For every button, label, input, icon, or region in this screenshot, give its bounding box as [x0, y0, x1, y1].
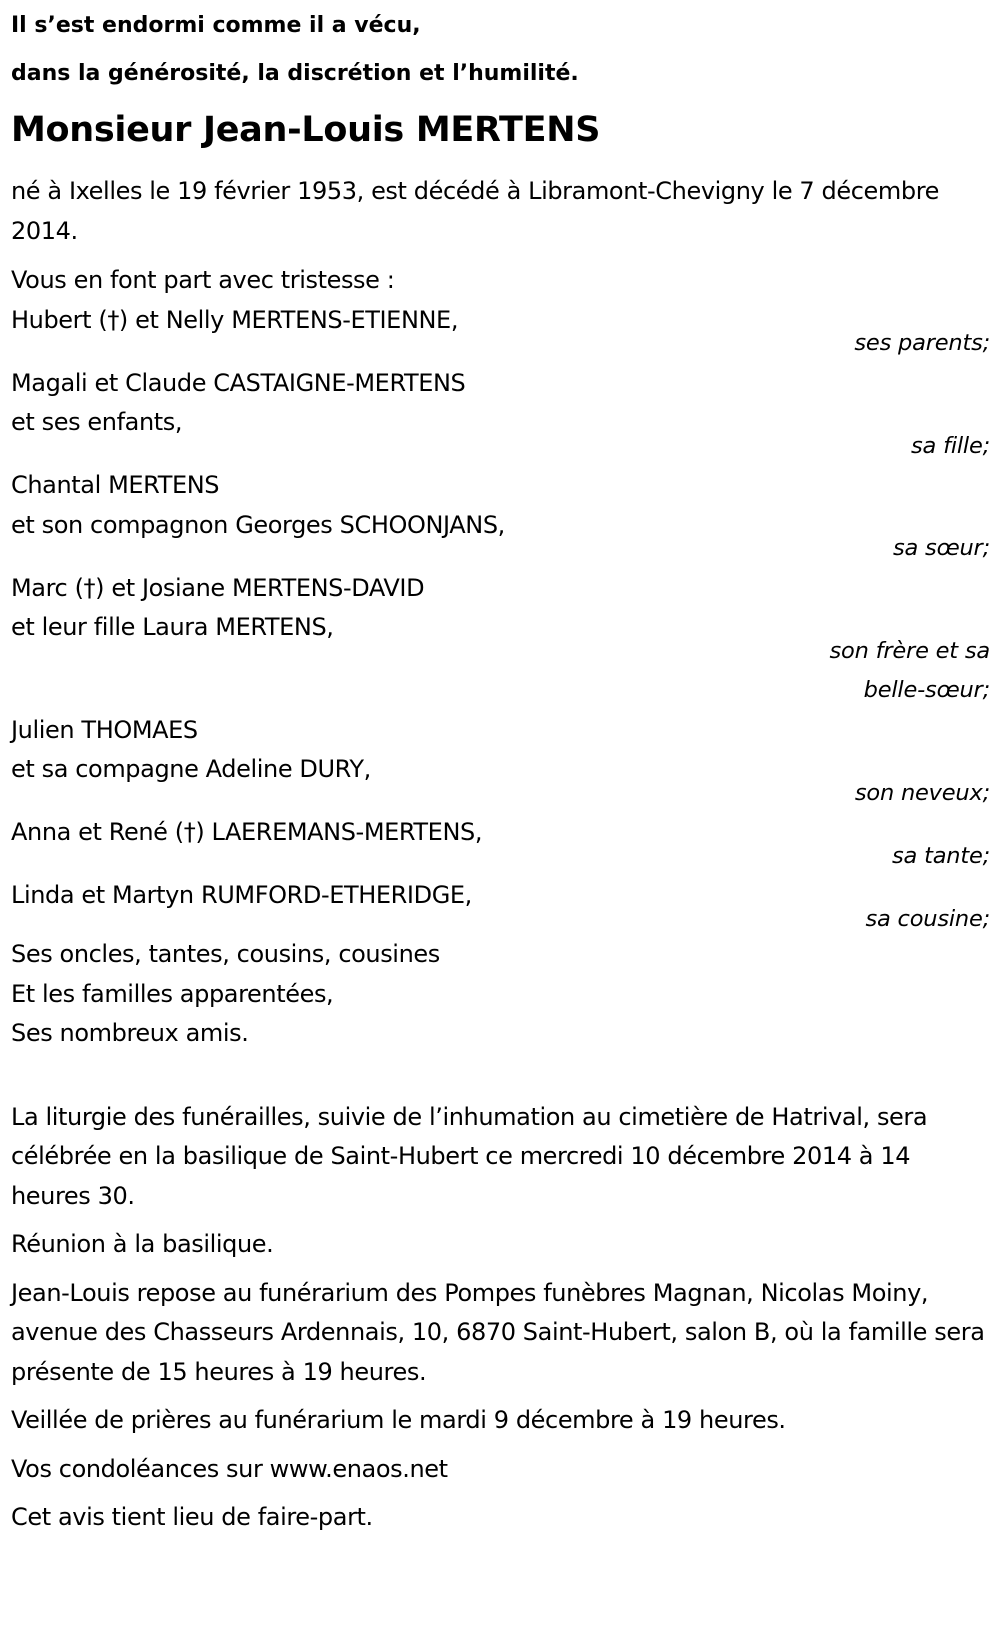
birth-death-statement: né à Ixelles le 19 février 1953, est décédé à Libramont-Chevigny le 7 décembre 2014. [11, 177, 940, 245]
family-entry-daughter [11, 364, 990, 467]
announcement-line: Vous en font part avec tristesse : [11, 266, 395, 294]
family-entry-sister [11, 466, 990, 569]
epigraph [11, 2, 990, 98]
faire-part-notice: Cet avis tient lieu de faire-part. [11, 1503, 373, 1531]
prayer-vigil: Veillée de prières au funérarium le mardi 9 décembre à 19 heures. [11, 1406, 786, 1434]
relation-label: sa fille; [911, 432, 990, 459]
family-name-line: Marc (†) et Josiane MERTENS-DAVID [11, 573, 425, 602]
meeting-point: Réunion à la basilique. [11, 1230, 274, 1258]
family-name-line: et sa compagne Adeline DURY, [11, 755, 371, 783]
family-name-line: Hubert (†) et Nelly MERTENS-ETIENNE, [11, 305, 459, 334]
relation-label: sa tante; [892, 842, 990, 869]
epigraph-line-2: dans la générosité, la discrétion et l’humilité. [11, 61, 579, 86]
family-name-line: Julien THOMAES [11, 715, 198, 744]
family-name-line: Linda et Martyn RUMFORD-ETHERIDGE, [11, 881, 472, 909]
family-name-line: Magali et Claude CASTAIGNE-MERTENS [11, 368, 466, 397]
relation-label: belle-sœur; [863, 677, 990, 703]
family-entry-parents [11, 301, 990, 364]
family-list [11, 301, 990, 940]
family-name-line: et leur fille Laura MERTENS, [11, 613, 334, 641]
relation-label: sa cousine; [865, 905, 990, 932]
relation-label: son neveux; [854, 779, 990, 806]
obituary-notice [11, 0, 990, 1538]
family-name-line: et ses enfants, [11, 408, 183, 436]
extended-family-line: Et les familles apparentées, [11, 979, 334, 1008]
funeral-liturgy: La liturgie des funérailles, suivie de l’inhumation au cimetière de Hatrival, sera célébrée en la basilique de Saint-Hubert ce mercredi 10 décembre 2014 à 14 heures 30. [11, 1102, 928, 1210]
family-entry-aunt [11, 813, 990, 876]
funeral-information [11, 1098, 990, 1538]
relation-label: sa sœur; [892, 535, 990, 561]
extended-family-line: Ses nombreux amis. [11, 1019, 249, 1047]
family-entry-nephew [11, 711, 990, 814]
extended-family-line: Ses oncles, tantes, cousins, cousines [11, 940, 440, 968]
funeral-home-info: Jean-Louis repose au funérarium des Pompes funèbres Magnan, Nicolas Moiny, avenue des Chasseurs Ardennais, 10, 6870 Saint-Hubert, salon B, où la famille sera présente de 15 heures à 19 heures. [11, 1278, 985, 1386]
epigraph-line-1: Il s’est endormi comme il a vécu, [11, 13, 421, 38]
relation-label: son frère et sa [829, 637, 990, 664]
deceased-name: Monsieur Jean-Louis MERTENS [11, 110, 601, 150]
family-name-line: Chantal MERTENS [11, 471, 220, 499]
extended-family [11, 935, 990, 1054]
family-entry-cousin [11, 876, 990, 939]
family-name-line: Anna et René (†) LAEREMANS-MERTENS, [11, 818, 483, 846]
relation-label: ses parents; [854, 330, 990, 356]
condolences-link: Vos condoléances sur www.enaos.net [11, 1454, 448, 1483]
family-name-line: et son compagnon Georges SCHOONJANS, [11, 510, 505, 539]
family-entry-brother [11, 569, 990, 711]
